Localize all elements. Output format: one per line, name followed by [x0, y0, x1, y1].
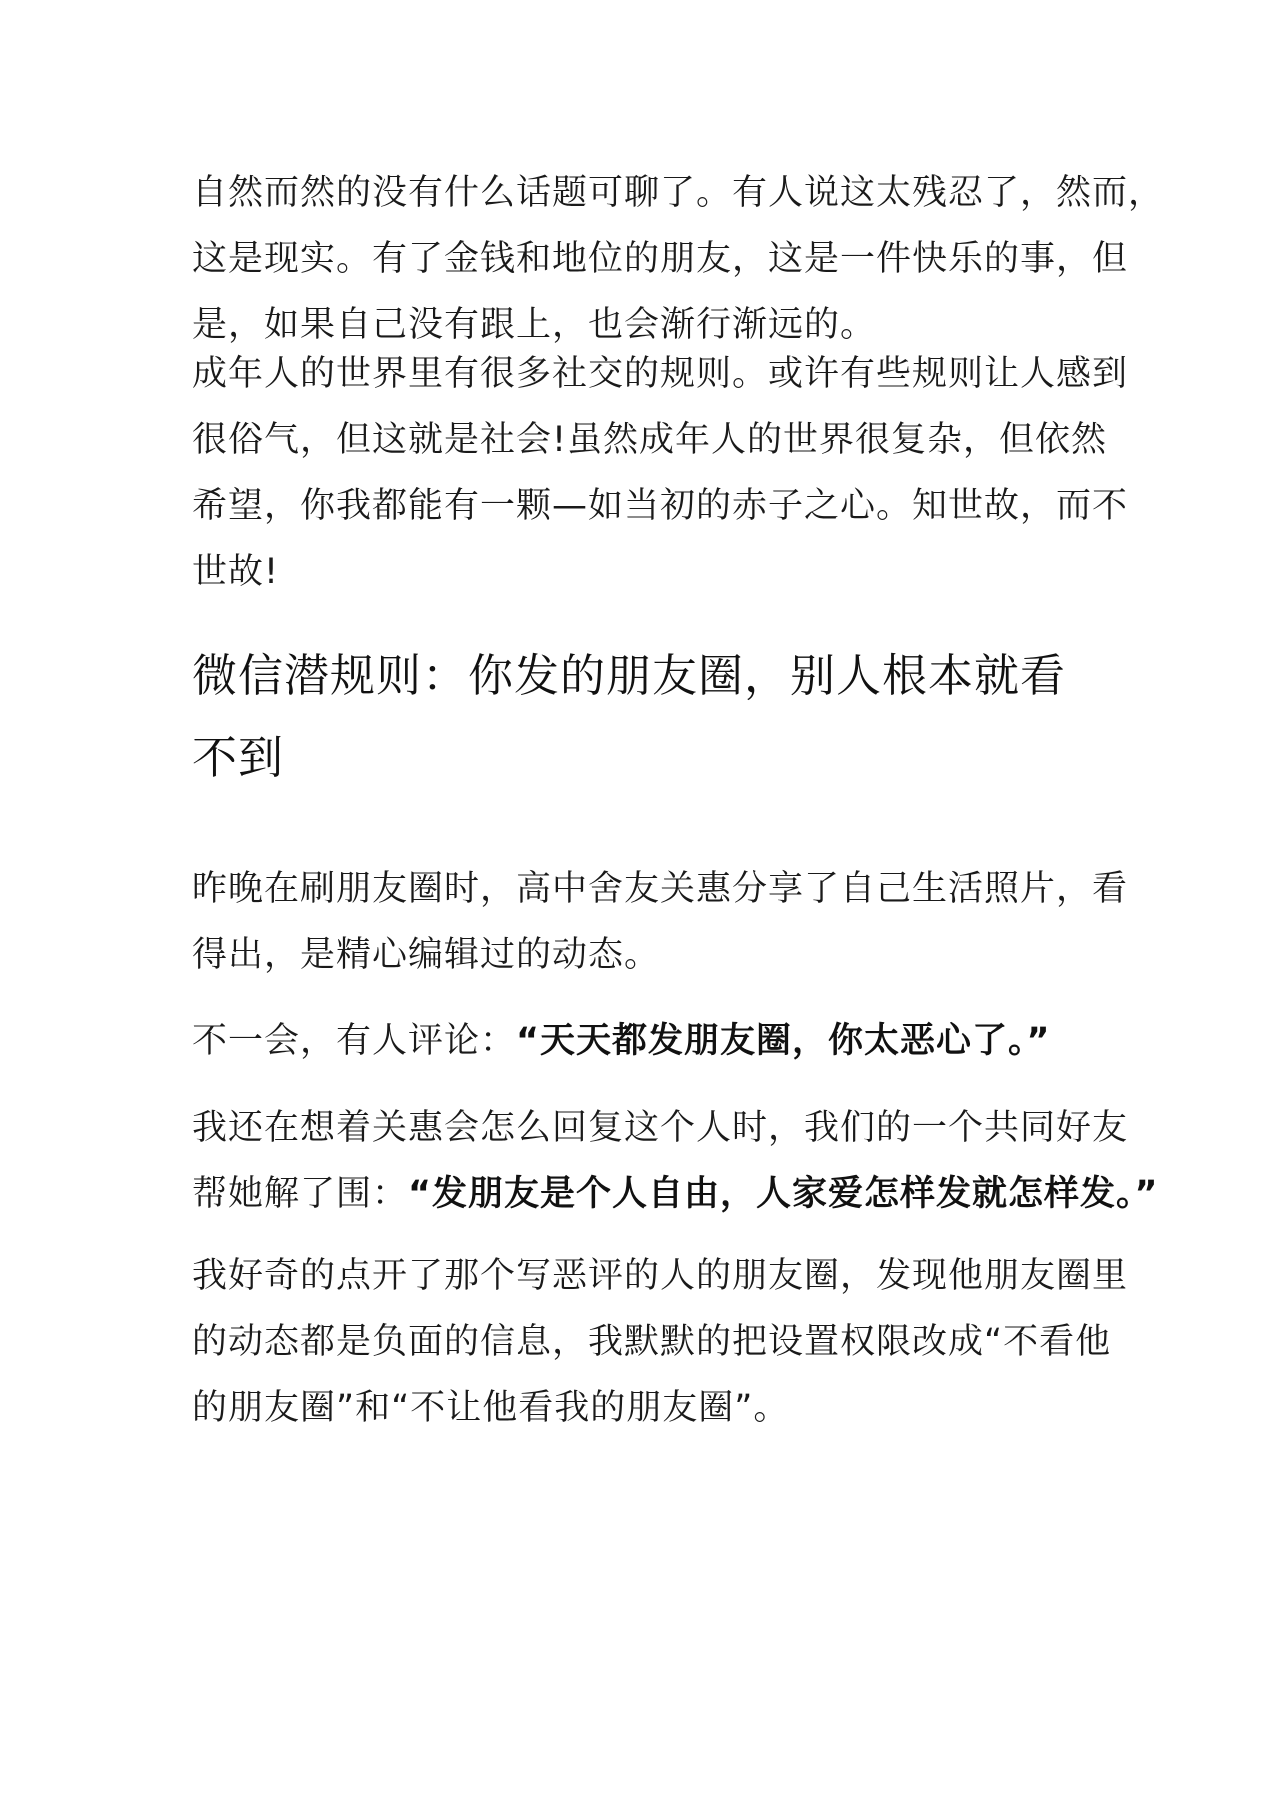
text-line: 我好奇的点开了那个写恶评的人的朋友圈，发现他朋友圈里	[192, 1256, 1129, 1296]
paragraph-friendship-drift	[192, 160, 1165, 358]
paragraph-friend-reply	[192, 1095, 1159, 1227]
text-line: 是，如果自己没有跟上，也会渐行渐远的。	[192, 305, 877, 345]
text-line: 的动态都是负面的信息，我默默的把设置权限改成“不看他	[192, 1322, 1112, 1362]
paragraph-permissions	[192, 1243, 1129, 1441]
text-line	[192, 1161, 1159, 1227]
comment-quote: “天天都发朋友圈，你太恶心了。”	[516, 1021, 1051, 1061]
reply-prefix: 帮她解了围：	[192, 1174, 409, 1214]
comment-prefix: 不一会，有人评论：	[192, 1021, 517, 1061]
text-line	[192, 1008, 1092, 1074]
section-heading	[192, 635, 1092, 799]
text-line: 我还在想着关惠会怎么回复这个人时，我们的一个共同好友	[192, 1108, 1129, 1148]
heading-line: 微信潜规则：你发的朋友圈，别人根本就看	[192, 649, 1067, 702]
text-line: 世故!	[192, 552, 280, 592]
heading-line: 不到	[192, 731, 285, 784]
text-line: 很俗气，但这就是社会!虽然成年人的世界很复杂，但依然	[192, 420, 1108, 460]
text-line: 希望，你我都能有一颗—如当初的赤子之心。知世故，而不	[192, 486, 1129, 526]
text-line: 这是现实。有了金钱和地位的朋友，这是一件快乐的事，但	[192, 239, 1129, 279]
paragraph-moments-photo	[192, 856, 1129, 988]
text-line: 成年人的世界里有很多社交的规则。或许有些规则让人感到	[192, 354, 1129, 394]
reply-quote: “发朋友是个人自由，人家爱怎样发就怎样发。”	[408, 1174, 1159, 1214]
text-line: 的朋友圈”和“不让他看我的朋友圈”。	[192, 1388, 790, 1428]
text-line: 昨晚在刷朋友圈时，高中舍友关惠分享了自己生活照片，看	[192, 869, 1129, 909]
paragraph-comment	[192, 1008, 1092, 1074]
text-line: 得出，是精心编辑过的动态。	[192, 935, 661, 975]
paragraph-social-rules	[192, 341, 1129, 605]
text-line: 自然而然的没有什么话题可聊了。有人说这太残忍了，然而，	[192, 173, 1165, 213]
